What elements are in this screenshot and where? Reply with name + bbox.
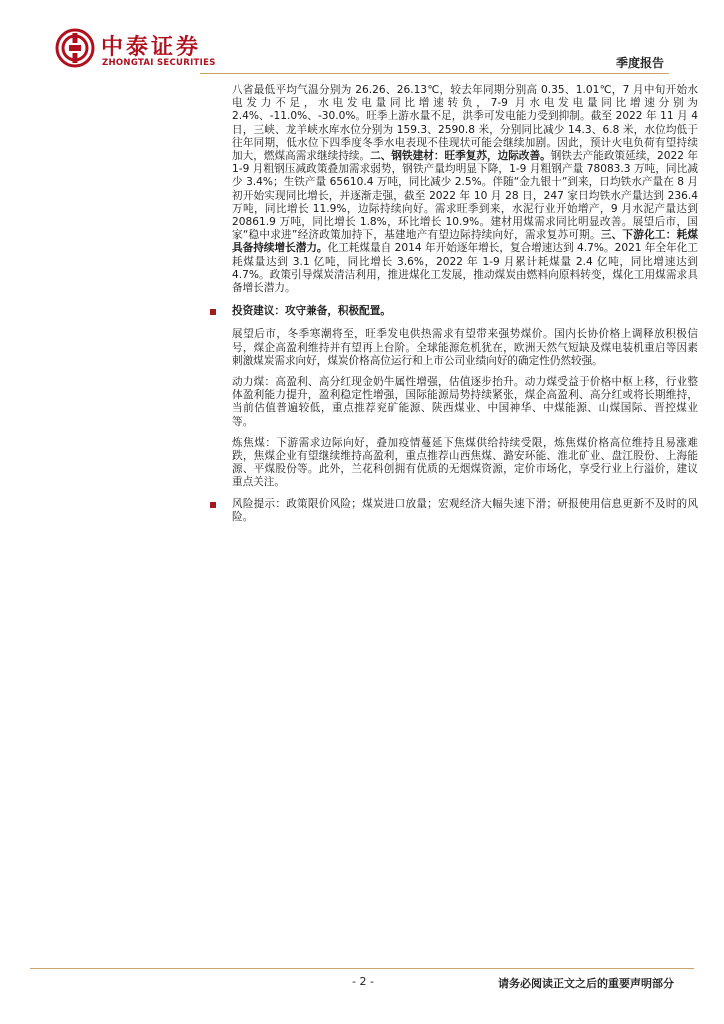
company-logo [55,28,215,72]
section-investment [232,305,698,318]
text-hydropower: 八省最低平均气温分别为 26.26、26.13℃，较去年同期分别高 0.35、1.01℃，7 月中旬开始水电发力不足，水电发电量同比增速转负，7-9 月水电发电量同比增速分别为 2.4%、-11.0%、-30.0%。旺季上游水量不足，洪季可发电能力受到抑制。截至 2022 年 11 月 4 日，三峡、龙羊峡水库水位分别为 159.3、2590.8 米，分别同比减少 14.3、6.8 米，水位均低于往年同期，低水位下四季度冬季水电表现不佳现状可能会继续加剧。因此，预计火电负荷有望持续加大，燃煤高需求继续持续。 [232,84,698,163]
risk-warning: 风险提示：政策限价风险；煤炭进口放量；宏观经济大幅失速下滑；研报使用信息更新不及时的风险。 [232,497,698,523]
logo-text-cn: 中泰证券 [101,35,202,60]
logo-text-en: ZHONGTAI SECURITIES [102,58,216,68]
main-content [232,84,698,524]
bullet-square-icon [210,502,216,508]
logo-mark-icon [55,28,95,68]
footer-disclaimer: 请务必阅读正文之后的重要声明部分 [498,977,674,990]
text-chemical: 化工耗煤量自 2014 年开始逐年增长，复合增速达到 4.7%。2021 年全年化工耗煤量达到 3.1 亿吨，同比增长 3.6%，2022 年 1-9 月累计耗煤量 2.4 亿吨，同比增速达到 4.7%。政策引导煤炭清洁利用，推进煤化工发展，推动煤炭由燃料向原料转变，煤化工用煤需求具备增长潜力。 [232,242,698,295]
text-steel-building: 钢铁去产能政策延续，2022 年 1-9 月粗钢压减政策叠加需求弱势，钢铁产量均明显下降，1-9 月粗钢产量 78083.3 万吨，同比减少 3.4%；生铁产量 65610.4 万吨，同比减少 2.5%。伴随“金九银十”到来，日均铁水产量在 8 月初开始实现同比增长，并逐渐走强，截至 2022 年 10 月 28 日，247 家日均铁水产量达到 236.4 万吨，同比增长 11.9%，边际持续向好。需求旺季到来，水泥行业开始增产，9 月水泥产量达到 20861.9 万吨，同比增长 1.8%，环比增长 10.9%。建材用煤需求同比明显改善。展望后市，国家“稳中求进”经济政策加持下，基建地产有望边际持续向好，需求复苏可期。 [232,150,699,242]
bullet-square-icon [210,309,216,315]
heading-chemical: 三、下游化工：耗煤具备持续增长潜力。 [232,229,698,255]
paragraph-outlook: 展望后市，冬季寒潮将至，旺季发电供热需求有望带来强势煤价。国内长协价格上调释放积极信号，煤企高盈利维持并有望再上台阶。全球能源危机犹在，欧洲天然气短缺及煤电装机重启等因素刺激煤炭需求向好，煤炭价格高位运行和上市公司业绩向好的确定性仍然较强。 [232,328,698,367]
paragraph-demand-analysis [232,84,698,295]
footer-divider [30,968,694,969]
header-divider [200,73,669,74]
heading-steel-building: 二、钢铁建材：旺季复苏，边际改善。 [370,150,551,163]
page-number: - 2 - [352,975,374,988]
section-risk [232,498,698,524]
paragraph-thermal-coal: 动力煤：高盈利、高分红现金奶牛属性增强，估值逐步抬升。动力煤受益于价格中枢上移，行业整体盈利能力提升，盈利稳定性增强，国际能源局势持续紧张，煤企高盈利、高分红或将长期维持，当前估值普遍较低，重点推荐兖矿能源、陕西煤业、中国神华、中煤能源、山煤国际、晋控煤业等。 [232,376,698,428]
investment-heading: 投资建议：攻守兼备，积极配置。 [232,305,391,318]
report-type-label: 季度报告 [615,56,664,70]
paragraph-coking-coal: 炼焦煤：下游需求边际向好，叠加疫情蔓延下焦煤供给持续受限，炼焦煤价格高位维持且易涨难跌，焦煤企业有望继续维持高盈利，重点推荐山西焦煤、潞安环能、淮北矿业、盘江股份、上海能源、平煤股份等。此外，兰花科创拥有优质的无烟煤资源，定价市场化，享受行业上行溢价，建议重点关注。 [232,436,698,489]
page-header [0,0,724,80]
